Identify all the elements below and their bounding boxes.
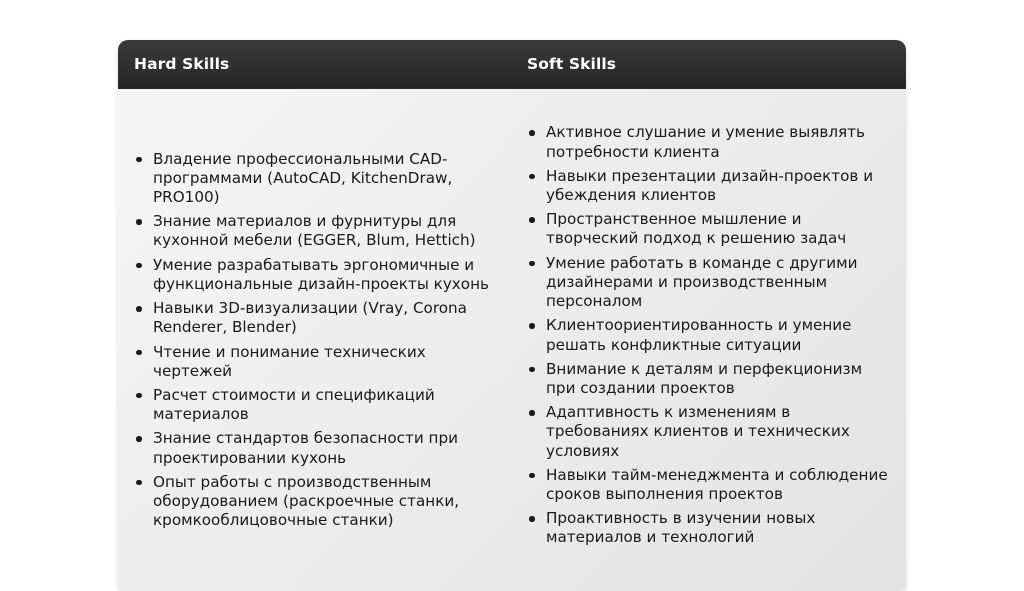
list-item: Умение работать в команде с другими дизайнерами и производственным персоналом <box>511 254 906 312</box>
header-soft-skills: Soft Skills <box>527 55 617 73</box>
list-item: Знание стандартов безопасности при проектировании кухонь <box>118 429 511 467</box>
hard-skills-column <box>118 89 511 591</box>
list-item: Навыки 3D-визуализации (Vray, Corona Renderer, Blender) <box>118 299 511 337</box>
list-item: Расчет стоимости и спецификаций материалов <box>118 386 511 424</box>
list-item: Знание материалов и фурнитуры для кухонной мебели (EGGER, Blum, Hettich) <box>118 212 511 250</box>
list-item: Опыт работы с производственным оборудованием (раскроечные станки, кромкооблицовочные станки) <box>118 473 511 531</box>
list-item: Навыки презентации дизайн-проектов и убеждения клиентов <box>511 167 906 205</box>
list-item: Владение профессиональными CAD-программами (AutoCAD, KitchenDraw, PRO100) <box>118 150 511 208</box>
list-item: Активное слушание и умение выявлять потребности клиента <box>511 123 906 161</box>
list-item: Клиентоориентированность и умение решать конфликтные ситуации <box>511 316 906 354</box>
table-header <box>118 40 906 89</box>
list-item: Навыки тайм-менеджмента и соблюдение сроков выполнения проектов <box>511 466 906 504</box>
list-item: Пространственное мышление и творческий подход к решению задач <box>511 210 906 248</box>
header-hard-skills: Hard Skills <box>134 55 230 73</box>
list-item: Проактивность в изучении новых материалов и технологий <box>511 509 906 547</box>
list-item: Умение разрабатывать эргономичные и функциональные дизайн-проекты кухонь <box>118 256 511 294</box>
list-item: Адаптивность к изменениям в требованиях клиентов и технических условиях <box>511 403 906 461</box>
list-item: Чтение и понимание технических чертежей <box>118 343 511 381</box>
list-item: Внимание к деталям и перфекционизм при создании проектов <box>511 360 906 398</box>
soft-skills-column <box>511 89 906 591</box>
soft-skills-list <box>511 123 906 552</box>
skills-table <box>118 40 906 591</box>
hard-skills-list <box>118 150 511 536</box>
